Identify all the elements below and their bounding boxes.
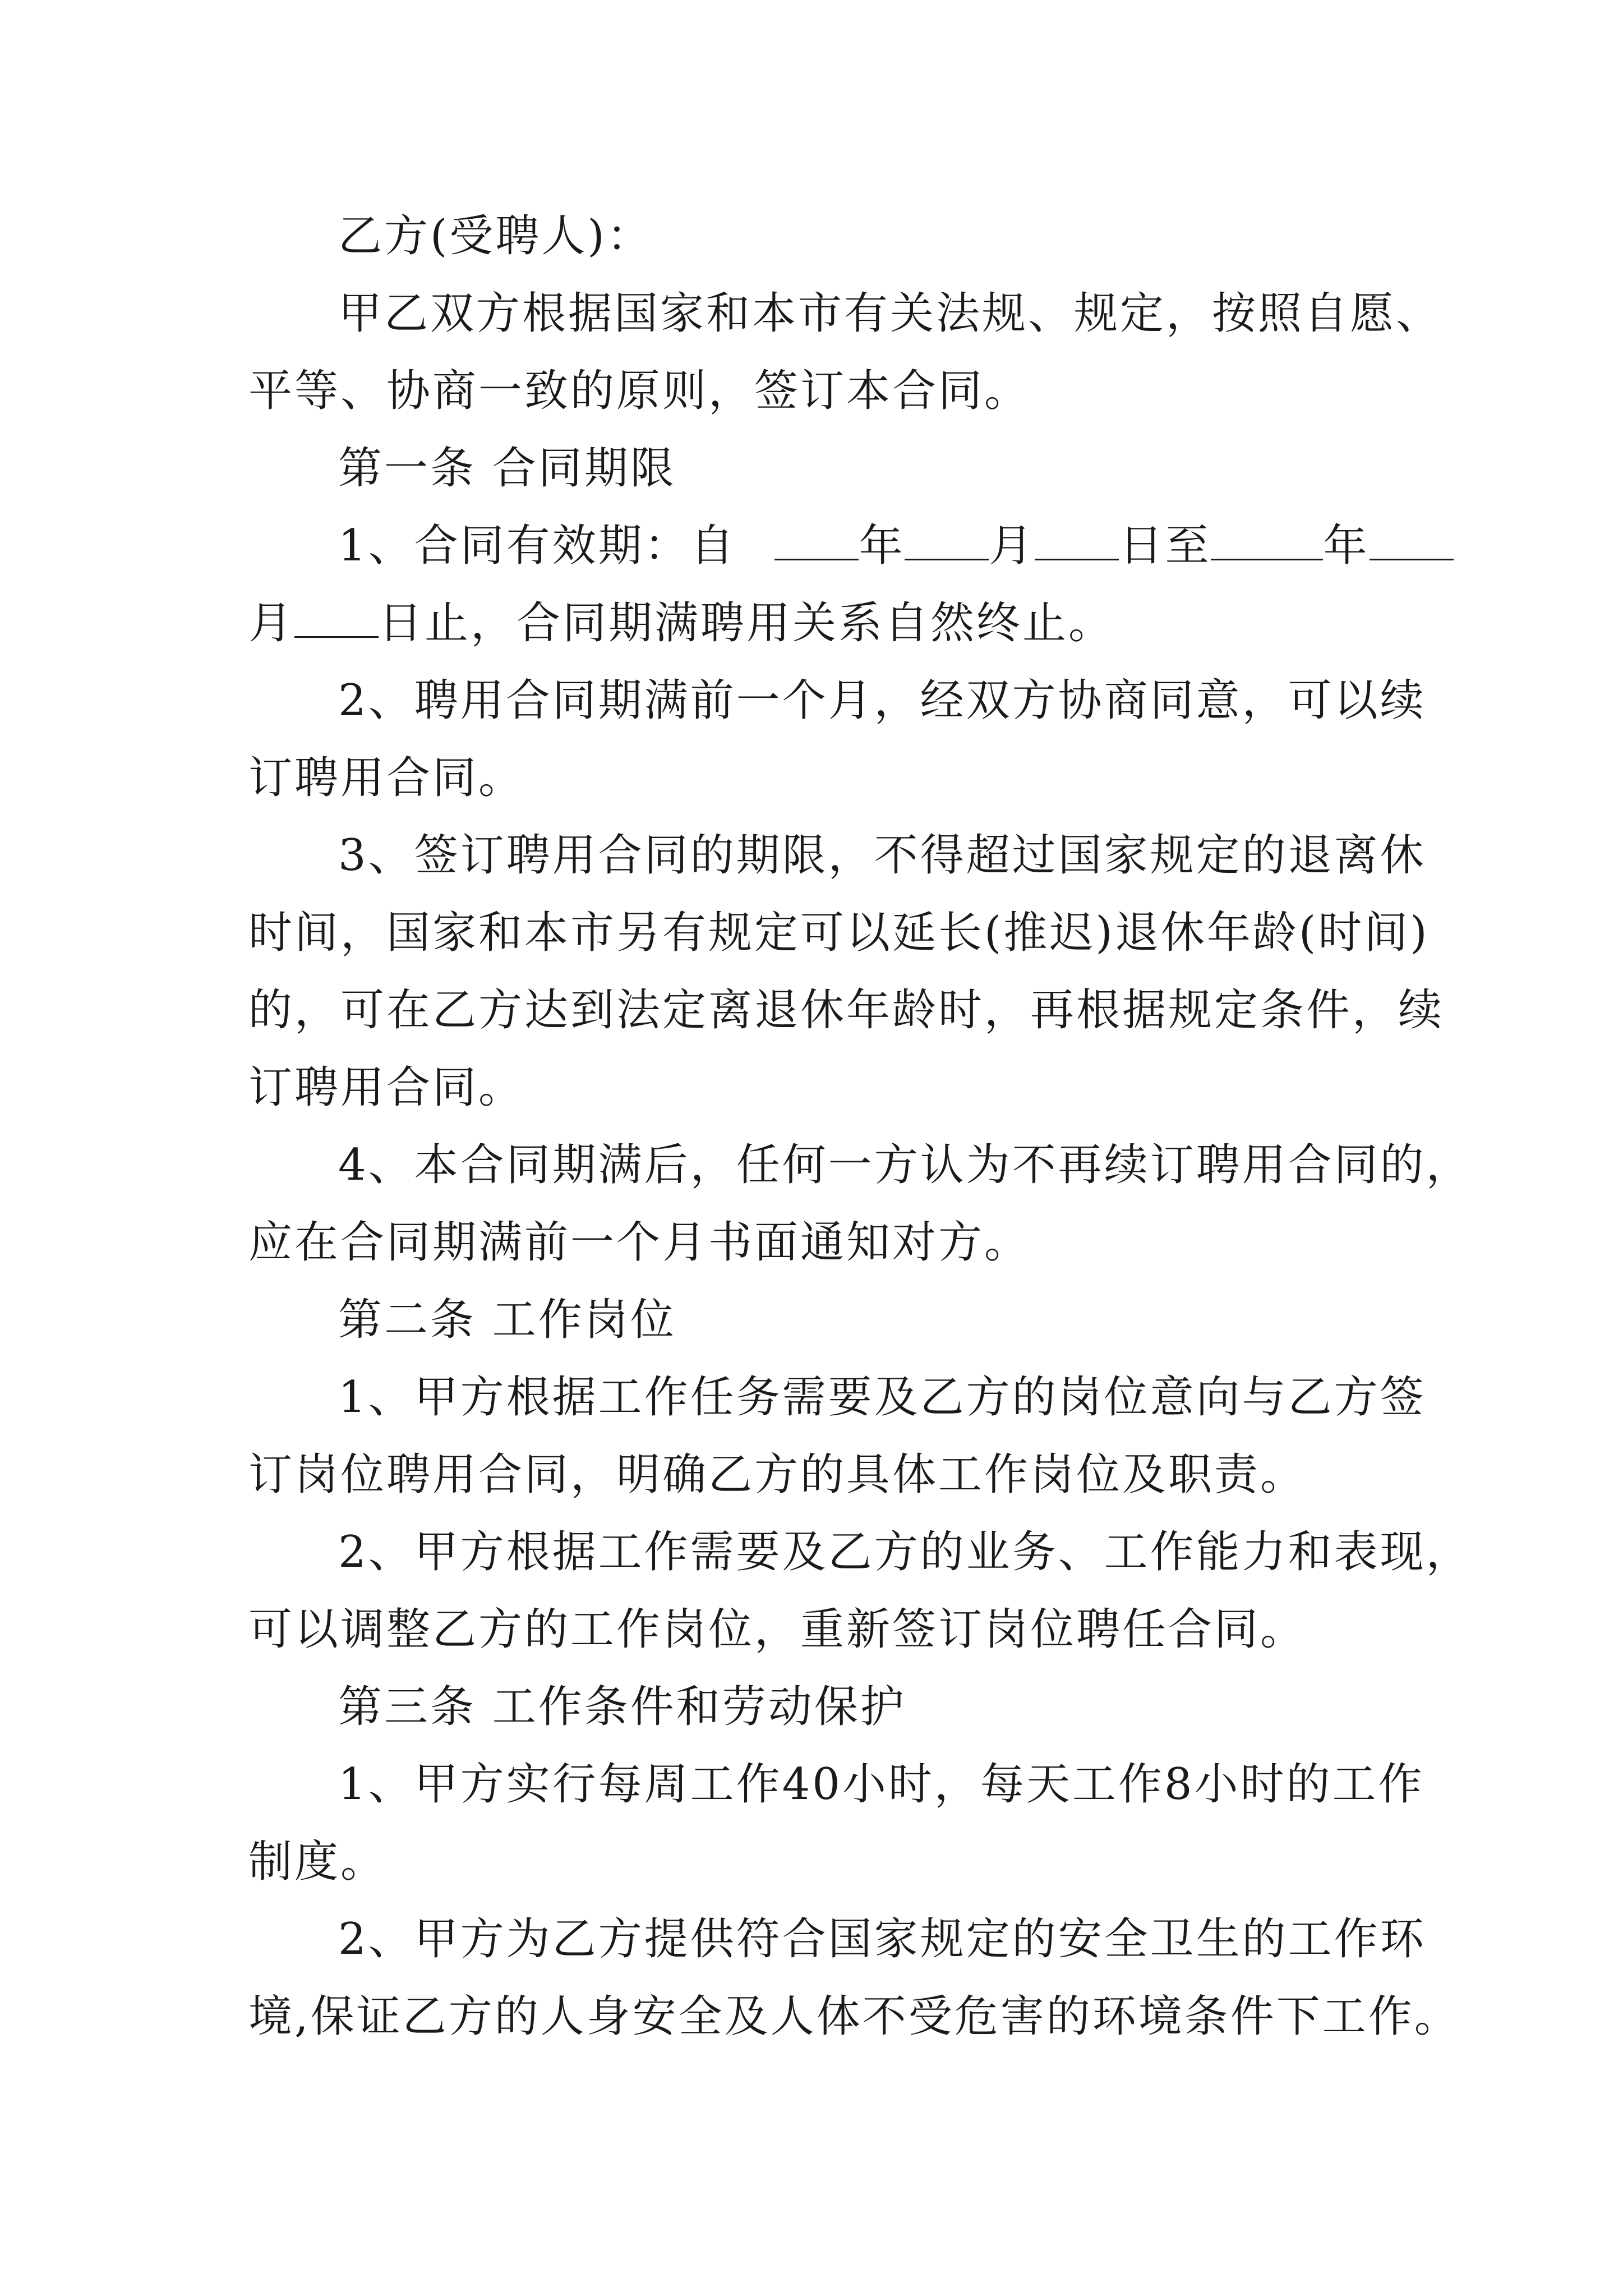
start-year-blank[interactable] xyxy=(774,519,859,560)
day-to-label: 日至 xyxy=(1119,521,1211,571)
article-2-item-2-line-2: 可以调整乙方的工作岗位，重新签订岗位聘任合同。 xyxy=(248,1604,1307,1655)
article-1-item-3-line-2: 时间，国家和本市另有规定可以延长(推迟)退休年龄(时间) xyxy=(248,908,1430,958)
party-b-label: 乙方(受聘人)： xyxy=(338,211,653,261)
article-3-item-1-line-2: 制度。 xyxy=(248,1837,387,1887)
article-3-item-2-line-2: 境,保证乙方的人身安全及人体不受危害的环境条件下工作。 xyxy=(248,1991,1460,2042)
article-3-title: 第三条 工作条件和劳动保护 xyxy=(338,1682,906,1732)
article-1-item-4-line-1: 4、本合同期满后，任何一方认为不再续订聘用合同的， xyxy=(338,1140,1472,1190)
article-2-item-1-line-1: 1、甲方根据工作任务需要及乙方的岗位意向与乙方签 xyxy=(338,1372,1426,1423)
start-year-label: 年 xyxy=(859,521,905,571)
intro-line-1: 甲乙双方根据国家和本市有关法规、规定，按照自愿、 xyxy=(338,288,1442,339)
end-year-label: 年 xyxy=(1323,521,1370,571)
article-3-item-2-line-1: 2、甲方为乙方提供符合国家规定的安全卫生的工作环 xyxy=(338,1914,1426,1964)
start-month-blank[interactable] xyxy=(905,519,989,560)
start-month-label: 月 xyxy=(989,521,1035,571)
article-2-title: 第二条 工作岗位 xyxy=(338,1295,676,1345)
article-1-item-1-line-1 xyxy=(248,507,1381,585)
article-1-item-4-line-2: 应在合同期满前一个月书面通知对方。 xyxy=(248,1217,1031,1268)
validity-end-text: 日止，合同期满聘用关系自然终止。 xyxy=(379,598,1115,648)
article-1-title: 第一条 合同期限 xyxy=(338,443,676,494)
end-day-blank[interactable] xyxy=(294,597,379,638)
end-year-blank[interactable] xyxy=(1211,519,1323,560)
article-1-item-2-line-2: 订聘用合同。 xyxy=(248,753,525,803)
article-3-item-1-line-1: 1、甲方实行每周工作40小时，每天工作8小时的工作 xyxy=(338,1759,1424,1810)
validity-prefix: 1、合同有效期：自 xyxy=(338,521,736,571)
start-day-blank[interactable] xyxy=(1035,519,1119,560)
article-2-item-1-line-2: 订岗位聘用合同，明确乙方的具体工作岗位及职责。 xyxy=(248,1450,1307,1500)
article-1-item-3-line-1: 3、签订聘用合同的期限，不得超过国家规定的退离休 xyxy=(338,830,1426,881)
end-month-label: 月 xyxy=(248,598,295,648)
article-1-item-2-line-1: 2、聘用合同期满前一个月，经双方协商同意，可以续 xyxy=(338,675,1426,726)
contract-page xyxy=(248,197,1472,2055)
article-1-item-1-line-2 xyxy=(248,585,1381,662)
article-1-item-3-line-4: 订聘用合同。 xyxy=(248,1062,525,1113)
intro-line-2: 平等、协商一致的原则，签订本合同。 xyxy=(248,366,1031,416)
article-1-item-3-line-3: 的，可在乙方达到法定离退休年龄时，再根据规定条件，续 xyxy=(248,985,1445,1036)
end-month-blank-part[interactable] xyxy=(1370,519,1454,560)
article-2-item-2-line-1: 2、甲方根据工作需要及乙方的业务、工作能力和表现， xyxy=(338,1527,1472,1577)
